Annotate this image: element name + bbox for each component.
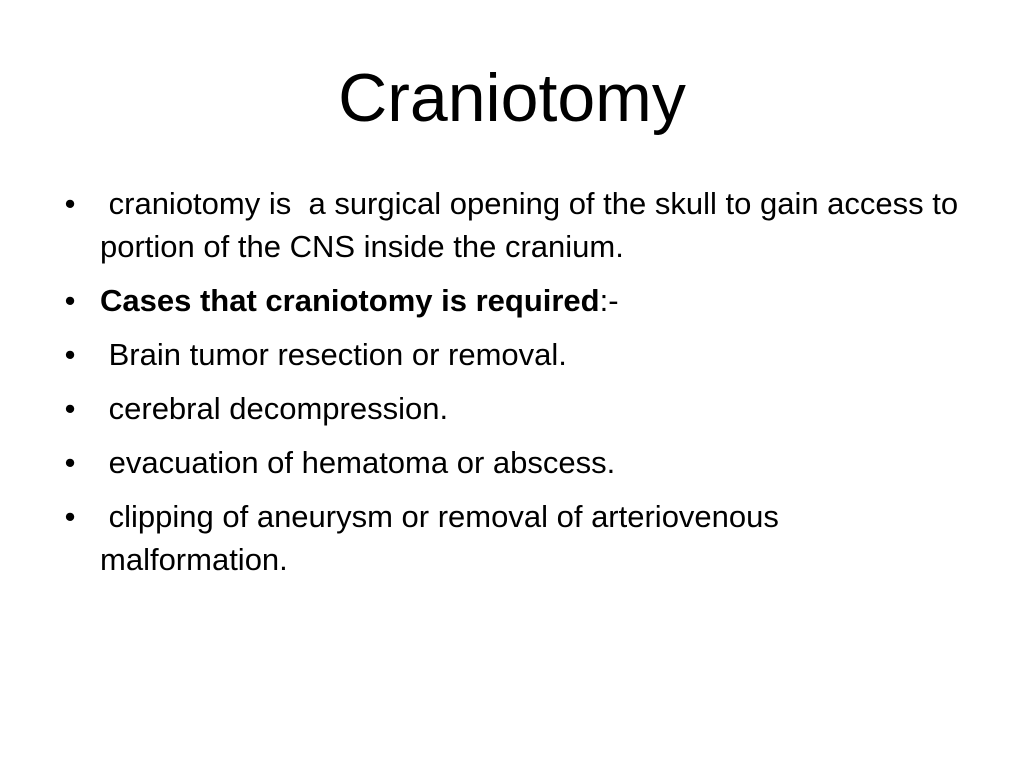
bullet-text: cerebral decompression. [100,391,449,426]
bullet-dot: • [64,283,76,318]
bullet-item-hematoma [52,441,972,484]
bullet-dot: • [64,186,76,221]
bullet-dot: • [64,499,76,534]
bullet-text: craniotomy is a surgical opening of the skull to gain access to portion of the CNS inside the cranium. [100,186,967,264]
bullet-item-tumor [52,333,972,376]
bullet-item-decompression [52,387,972,430]
bullet-item-aneurysm [52,495,972,581]
bullet-text: clipping of aneurysm or removal of arteriovenous malformation. [100,499,788,577]
bullet-bold-text: Cases that craniotomy is required [100,283,600,318]
slide-title: Craniotomy [338,60,686,136]
bullet-suffix-text: :- [599,283,619,318]
bullet-item-definition [52,182,972,268]
bullet-item-cases-heading [52,279,972,322]
bullet-list [52,182,972,592]
bullet-dot: • [64,445,76,480]
bullet-text: evacuation of hematoma or abscess. [100,445,616,480]
bullet-text: Brain tumor resection or removal. [100,337,567,372]
bullet-dot: • [64,337,76,372]
bullet-dot: • [64,391,76,426]
